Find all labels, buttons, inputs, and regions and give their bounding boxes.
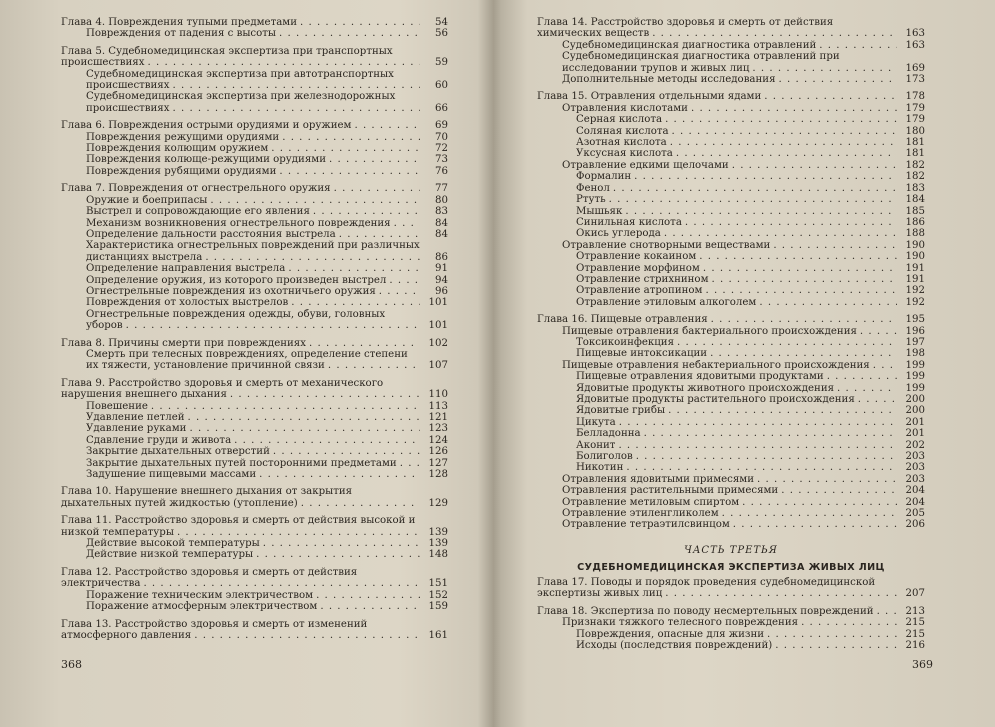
- toc-entry-title: Глава 13. Расстройство здоровья и смерть от изменений атмосферного давления . . .: [61, 619, 420, 642]
- toc-section-entry: [537, 194, 925, 205]
- toc-entry-title: Определение дальности расстояния выстрела . . .: [61, 229, 420, 240]
- toc-section-entry: [61, 590, 448, 601]
- part-label: ЧАСТЬ ТРЕТЬЯ: [684, 544, 778, 556]
- toc-section-entry: [61, 263, 448, 274]
- toc-entry-title: Ядовитые продукты растительного происхождения . . .: [537, 394, 897, 405]
- toc-entry-title: Оружие и боеприпасы . . .: [61, 195, 420, 206]
- toc-entry-page: 126: [428, 446, 448, 458]
- toc-entry-page: 83: [435, 206, 448, 218]
- toc-entry-title: Поражение техническим электричеством . . .: [61, 590, 420, 601]
- toc-entry-title: Повреждения рубящими орудиями . . .: [61, 166, 420, 177]
- toc-entry-title: Белладонна . . .: [537, 428, 897, 439]
- toc-chapter-entry: [537, 314, 925, 325]
- toc-entry-page: 161: [428, 629, 448, 641]
- toc-section-entry: [537, 274, 925, 285]
- toc-entry-page: 204: [905, 496, 925, 508]
- page-number-left: 368: [61, 658, 82, 671]
- toc-entry-title: Глава 8. Причины смерти при повреждениях . . .: [61, 338, 420, 349]
- part-title: СУДЕБНОМЕДИЦИНСКАЯ ЭКСПЕРТИЗА ЖИВЫХ ЛИЦ: [577, 561, 885, 573]
- toc-section-entry: [537, 629, 925, 640]
- toc-entry-title: Ядовитые продукты животного происхождения . . .: [537, 383, 897, 394]
- toc-entry-title: Определение направления выстрела . . .: [61, 263, 420, 274]
- toc-entry-title: Закрытие дыхательных отверстий . . .: [61, 446, 420, 457]
- toc-entry-page: 203: [905, 451, 925, 463]
- toc-section-entry: [61, 412, 448, 423]
- toc-section-entry: [61, 275, 448, 286]
- toc-section-entry: [537, 485, 925, 496]
- toc-entry-page: 203: [905, 473, 925, 485]
- toc-entry-page: 186: [905, 216, 925, 228]
- toc-section-entry: [537, 617, 925, 628]
- toc-chapter-entry: [61, 619, 448, 642]
- toc-entry-page: 96: [435, 285, 448, 297]
- toc-section-entry: [61, 435, 448, 446]
- toc-entry-page: 199: [905, 371, 925, 383]
- toc-entry-page: 76: [435, 165, 448, 177]
- toc-entry-title: Глава 17. Поводы и порядок проведения судебномедицинской экспертизы живых лиц . . .: [537, 577, 897, 600]
- toc-entry-title: Серная кислота . . .: [537, 114, 897, 125]
- toc-entry-page: 152: [428, 589, 448, 601]
- toc-section-entry: [537, 462, 925, 473]
- toc-section-entry: [537, 348, 925, 359]
- toc-entry-page: 182: [905, 171, 925, 183]
- toc-section-entry: [537, 148, 925, 159]
- toc-section-entry: [537, 417, 925, 428]
- toc-entry-title: Азотная кислота . . .: [537, 137, 897, 148]
- toc-section-entry: [61, 154, 448, 165]
- toc-entry-title: Глава 15. Отравления отдельными ядами . . .: [537, 91, 897, 102]
- toc-entry-title: Удавление руками . . .: [61, 423, 420, 434]
- toc-entry-page: 54: [435, 17, 448, 28]
- toc-entry-title: Действие низкой температуры . . .: [61, 549, 420, 560]
- toc-entry-page: 180: [905, 125, 925, 137]
- toc-entry-title: Глава 11. Расстройство здоровья и смерть от действия высокой и низкой температуры . . .: [61, 515, 420, 538]
- toc-entry-page: 191: [905, 273, 925, 285]
- toc-entry-page: 179: [905, 114, 925, 126]
- toc-entry-page: 123: [428, 423, 448, 435]
- toc-section-entry: [61, 469, 448, 480]
- toc-entry-title: Ядовитые грибы . . .: [537, 405, 897, 416]
- toc-entry-page: 197: [905, 336, 925, 348]
- toc-section-entry: [537, 519, 925, 530]
- toc-entry-title: Фенол . . .: [537, 183, 897, 194]
- toc-section-entry: [61, 143, 448, 154]
- toc-entry-page: 159: [428, 601, 448, 613]
- toc-section-entry: [61, 458, 448, 469]
- toc-section-entry: [537, 40, 925, 51]
- toc-section-entry: [537, 371, 925, 382]
- toc-entry-page: 148: [428, 549, 448, 561]
- toc-chapter-entry: [61, 515, 448, 538]
- toc-entry-page: 113: [428, 400, 448, 412]
- toc-entry-title: Смерть при телесных повреждениях, определение степени их тяжести, установление причинной связи . . .: [61, 349, 420, 372]
- toc-entry-title: Цикута . . .: [537, 417, 897, 428]
- toc-entry-page: 190: [905, 239, 925, 251]
- toc-section-entry: [61, 601, 448, 612]
- toc-section-entry: [61, 286, 448, 297]
- toc-entry-page: 181: [905, 137, 925, 149]
- toc-entry-title: Мышьяк . . .: [537, 206, 897, 217]
- toc-section-entry: [537, 297, 925, 308]
- toc-section-entry: [537, 440, 925, 451]
- toc-section-entry: [537, 360, 925, 371]
- toc-section-entry: [61, 166, 448, 177]
- left-page: [0, 0, 492, 727]
- toc-entry-title: Токсикоинфекция . . .: [537, 337, 897, 348]
- toc-entry-page: 73: [435, 154, 448, 166]
- toc-section-entry: [61, 538, 448, 549]
- toc-entry-page: 184: [905, 194, 925, 206]
- toc-entry-page: 206: [905, 519, 925, 531]
- toc-entry-page: 202: [905, 439, 925, 451]
- toc-section-entry: [537, 251, 925, 262]
- table-of-contents-left: [0, 17, 492, 641]
- toc-entry-page: 70: [435, 131, 448, 143]
- toc-entry-title: Судебномедицинская экспертиза при автотранспортных происшествиях . . .: [61, 69, 420, 92]
- toc-entry-page: 163: [905, 28, 925, 40]
- toc-chapter-entry: [537, 91, 925, 102]
- toc-section-entry: [537, 160, 925, 171]
- toc-entry-page: 178: [905, 91, 925, 103]
- toc-entry-title: Глава 9. Расстройство здоровья и смерть от механического нарушения внешнего дыхания . . .: [61, 378, 420, 401]
- toc-section-entry: [61, 240, 448, 263]
- toc-entry-title: Отравление снотворными веществами . . .: [537, 240, 897, 251]
- toc-entry-page: 204: [905, 485, 925, 497]
- toc-entry-title: Глава 16. Пищевые отравления . . .: [537, 314, 897, 325]
- toc-chapter-entry: [61, 17, 448, 28]
- toc-section-entry: [537, 240, 925, 251]
- toc-entry-title: Глава 5. Судебномедицинская экспертиза при транспортных происшествиях . . .: [61, 46, 420, 69]
- toc-chapter-entry: [61, 486, 448, 509]
- toc-entry-page: 207: [905, 588, 925, 600]
- toc-entry-title: Соляная кислота . . .: [537, 126, 897, 137]
- toc-section-entry: [61, 69, 448, 92]
- toc-entry-page: 163: [905, 39, 925, 51]
- toc-chapter-entry: [61, 120, 448, 131]
- toc-entry-page: 190: [905, 251, 925, 263]
- toc-entry-page: 127: [428, 457, 448, 469]
- toc-section-entry: [537, 228, 925, 239]
- toc-entry-page: 216: [905, 639, 925, 651]
- toc-section-entry: [61, 195, 448, 206]
- toc-section-entry: [537, 206, 925, 217]
- toc-entry-page: 121: [428, 412, 448, 423]
- toc-section-entry: [537, 183, 925, 194]
- toc-entry-page: 66: [435, 102, 448, 114]
- toc-section-entry: [537, 137, 925, 148]
- toc-entry-title: Пищевые отравления бактериального происхождения . . .: [537, 326, 897, 337]
- toc-entry-title: Характеристика огнестрельных повреждений при различных дистанциях выстрела . . .: [61, 240, 420, 263]
- toc-entry-page: 84: [435, 228, 448, 240]
- toc-entry-title: Механизм возникновения огнестрельного повреждения . . .: [61, 218, 420, 229]
- toc-entry-page: 94: [435, 274, 448, 286]
- toc-entry-page: 77: [435, 183, 448, 195]
- toc-entry-title: Глава 18. Экспертиза по поводу несмертельных повреждений . . .: [537, 606, 897, 617]
- toc-entry-title: Пищевые отравления небактериального происхождения . . .: [537, 360, 897, 371]
- toc-chapter-entry: [537, 606, 925, 617]
- toc-entry-page: 139: [428, 526, 448, 538]
- toc-entry-title: Повреждения, опасные для жизни . . .: [537, 629, 897, 640]
- toc-entry-page: 191: [905, 262, 925, 274]
- toc-entry-page: 196: [905, 325, 925, 337]
- toc-entry-title: Задушение пищевыми массами . . .: [61, 469, 420, 480]
- toc-entry-page: 86: [435, 251, 448, 263]
- toc-entry-page: 129: [428, 497, 448, 509]
- toc-entry-page: 59: [435, 57, 448, 69]
- toc-section-entry: [537, 474, 925, 485]
- toc-entry-title: Глава 14. Расстройство здоровья и смерть от действия химических веществ . . .: [537, 17, 897, 40]
- toc-entry-title: Глава 12. Расстройство здоровья и смерть от действия электричества . . .: [61, 567, 420, 590]
- toc-entry-page: 203: [905, 462, 925, 474]
- toc-entry-title: Судебномедицинская диагностика отравлений . . .: [537, 40, 897, 51]
- toc-section-entry: [61, 549, 448, 560]
- toc-section-entry: [537, 508, 925, 519]
- toc-entry-page: 182: [905, 159, 925, 171]
- toc-entry-title: Отравления растительными примесями . . .: [537, 485, 897, 496]
- toc-entry-page: 200: [905, 394, 925, 405]
- toc-entry-page: 69: [435, 120, 448, 132]
- toc-entry-title: Ртуть . . .: [537, 194, 897, 205]
- toc-entry-title: Отравление этиловым алкоголем . . .: [537, 297, 897, 308]
- toc-entry-title: Уксусная кислота . . .: [537, 148, 897, 159]
- toc-entry-title: Поражение атмосферным электричеством . . .: [61, 601, 420, 612]
- toc-entry-page: 60: [435, 80, 448, 92]
- toc-entry-page: 173: [905, 74, 925, 86]
- toc-section-entry: [61, 309, 448, 332]
- toc-entry-title: Синильная кислота . . .: [537, 217, 897, 228]
- toc-entry-title: Глава 4. Повреждения тупыми предметами . . .: [61, 17, 420, 28]
- toc-entry-page: 110: [428, 389, 448, 401]
- toc-section-entry: [537, 337, 925, 348]
- toc-section-entry: [537, 51, 925, 74]
- toc-section-entry: [61, 401, 448, 412]
- toc-entry-page: 198: [905, 348, 925, 360]
- toc-section-entry: [61, 28, 448, 39]
- toc-entry-title: Пищевые отравления ядовитыми продуктами . . .: [537, 371, 897, 382]
- table-of-contents-right: [503, 17, 995, 651]
- toc-entry-page: 179: [905, 102, 925, 114]
- toc-chapter-entry: [537, 577, 925, 600]
- toc-entry-page: 205: [905, 508, 925, 520]
- toc-section-entry: [537, 428, 925, 439]
- toc-entry-page: 213: [905, 605, 925, 617]
- toc-section-entry: [537, 326, 925, 337]
- toc-section-entry: [61, 229, 448, 240]
- toc-chapter-entry: [537, 17, 925, 40]
- toc-entry-title: Повреждения колющим оружием . . .: [61, 143, 420, 154]
- toc-entry-page: 169: [905, 62, 925, 74]
- toc-entry-title: Удавление петлей . . .: [61, 412, 420, 423]
- toc-section-entry: [537, 285, 925, 296]
- toc-entry-page: 107: [428, 360, 448, 372]
- toc-entry-page: 200: [905, 405, 925, 417]
- toc-entry-page: 199: [905, 382, 925, 394]
- toc-entry-page: 215: [905, 617, 925, 629]
- toc-section-entry: [537, 640, 925, 651]
- toc-entry-page: 84: [435, 217, 448, 229]
- toc-entry-page: 199: [905, 359, 925, 371]
- toc-section-entry: [61, 349, 448, 372]
- toc-entry-page: 80: [435, 194, 448, 206]
- toc-entry-title: Отравления кислотами . . .: [537, 103, 897, 114]
- toc-entry-title: Признаки тяжкого телесного повреждения . . .: [537, 617, 897, 628]
- toc-section-entry: [61, 132, 448, 143]
- toc-entry-page: 124: [428, 434, 448, 446]
- toc-entry-page: 56: [435, 28, 448, 40]
- toc-chapter-entry: [61, 46, 448, 69]
- toc-chapter-entry: [61, 567, 448, 590]
- toc-section-entry: [61, 446, 448, 457]
- toc-entry-title: Судебномедицинская диагностика отравлений при исследовании трупов и живых лиц . . .: [537, 51, 897, 74]
- toc-section-entry: [537, 451, 925, 462]
- toc-entry-title: Отравление тетраэтилсвинцом . . .: [537, 519, 897, 530]
- toc-entry-page: 72: [435, 143, 448, 155]
- toc-entry-title: Судебномедицинская экспертиза при железнодорожных происшествиях . . .: [61, 91, 420, 114]
- toc-chapter-entry: [61, 378, 448, 401]
- toc-entry-title: Отравление этиленгликолем . . .: [537, 508, 897, 519]
- toc-entry-page: 102: [428, 337, 448, 349]
- toc-section-entry: [537, 217, 925, 228]
- right-page: [503, 0, 995, 727]
- toc-entry-title: Определение оружия, из которого произведен выстрел . . .: [61, 275, 420, 286]
- toc-entry-title: Повреждения от холостых выстрелов . . .: [61, 297, 420, 308]
- toc-section-entry: [537, 103, 925, 114]
- toc-entry-page: 139: [428, 538, 448, 550]
- toc-entry-title: Отравление кокаином . . .: [537, 251, 897, 262]
- toc-entry-page: 128: [428, 469, 448, 481]
- toc-entry-page: 185: [905, 205, 925, 217]
- toc-entry-title: Действие высокой температуры . . .: [61, 538, 420, 549]
- toc-entry-title: Отравление едкими щелочами . . .: [537, 160, 897, 171]
- toc-section-entry: [537, 394, 925, 405]
- toc-entry-page: 195: [905, 314, 925, 326]
- toc-entry-title: Огнестрельные повреждения одежды, обуви, головных уборов . . .: [61, 309, 420, 332]
- toc-entry-title: Отравление метиловым спиртом . . .: [537, 497, 897, 508]
- toc-section-entry: [61, 218, 448, 229]
- toc-chapter-entry: [61, 183, 448, 194]
- toc-section-entry: [61, 206, 448, 217]
- toc-section-entry: [537, 114, 925, 125]
- toc-entry-title: Повешение . . .: [61, 401, 420, 412]
- toc-section-entry: [537, 383, 925, 394]
- toc-section-entry: [537, 126, 925, 137]
- toc-chapter-entry: [61, 338, 448, 349]
- toc-entry-title: Болиголов . . .: [537, 451, 897, 462]
- toc-section-entry: [61, 91, 448, 114]
- toc-entry-title: Сдавление груди и живота . . .: [61, 435, 420, 446]
- toc-entry-title: Аконит . . .: [537, 440, 897, 451]
- toc-section-entry: [537, 171, 925, 182]
- toc-entry-title: Огнестрельные повреждения из охотничьего оружия . . .: [61, 286, 420, 297]
- toc-entry-title: Повреждения режущими орудиями . . .: [61, 132, 420, 143]
- toc-entry-page: 151: [428, 578, 448, 590]
- page-number-right: 369: [912, 658, 933, 671]
- toc-entry-title: Глава 10. Нарушение внешнего дыхания от закрытия дыхательных путей жидкостью (утопление) . . .: [61, 486, 420, 509]
- toc-entry-title: Повреждения от падения с высоты . . .: [61, 28, 420, 39]
- toc-entry-title: Исходы (последствия повреждений) . . .: [537, 640, 897, 651]
- toc-entry-page: 181: [905, 148, 925, 160]
- toc-entry-page: 201: [905, 416, 925, 428]
- toc-entry-title: Отравления ядовитыми примесями . . .: [537, 474, 897, 485]
- toc-entry-title: Пищевые интоксикации . . .: [537, 348, 897, 359]
- toc-entry-title: Никотин . . .: [537, 462, 897, 473]
- toc-entry-title: Выстрел и сопровождающие его явления . . .: [61, 206, 420, 217]
- toc-entry-page: 215: [905, 628, 925, 640]
- toc-entry-title: Окись углерода . . .: [537, 228, 897, 239]
- toc-entry-title: Отравление морфином . . .: [537, 263, 897, 274]
- toc-entry-page: 183: [905, 182, 925, 194]
- toc-section-entry: [61, 297, 448, 308]
- toc-entry-title: Дополнительные методы исследования . . .: [537, 74, 897, 85]
- toc-entry-title: Глава 6. Повреждения острыми орудиями и оружием . . .: [61, 120, 420, 131]
- toc-entry-page: 91: [435, 263, 448, 275]
- toc-section-entry: [61, 423, 448, 434]
- toc-section-entry: [537, 405, 925, 416]
- toc-entry-title: Формалин . . .: [537, 171, 897, 182]
- toc-entry-page: 101: [428, 297, 448, 309]
- toc-entry-title: Отравление атропином . . .: [537, 285, 897, 296]
- toc-entry-page: 192: [905, 296, 925, 308]
- toc-entry-title: Глава 7. Повреждения от огнестрельного оружия . . .: [61, 183, 420, 194]
- toc-entry-page: 101: [428, 320, 448, 332]
- toc-entry-title: Закрытие дыхательных путей посторонними предметами . . .: [61, 458, 420, 469]
- toc-entry-title: Повреждения колюще-режущими орудиями . . .: [61, 154, 420, 165]
- toc-section-entry: [537, 263, 925, 274]
- toc-section-entry: [537, 497, 925, 508]
- toc-entry-page: 201: [905, 428, 925, 440]
- toc-entry-title: Отравление стрихнином . . .: [537, 274, 897, 285]
- toc-entry-page: 192: [905, 285, 925, 297]
- toc-entry-page: 188: [905, 228, 925, 240]
- toc-section-entry: [537, 74, 925, 85]
